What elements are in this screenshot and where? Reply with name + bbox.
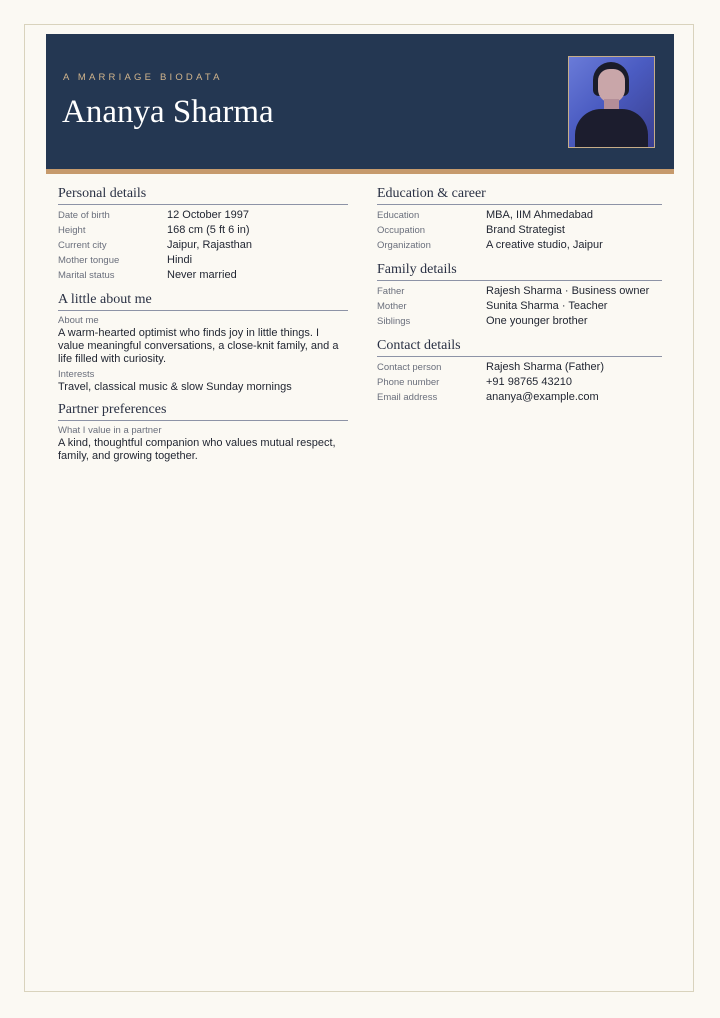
- detail-value: Brand Strategist: [486, 224, 565, 236]
- partner-text: A kind, thoughtful companion who values mutual respect, family, and growing together.: [58, 437, 336, 462]
- section-title: Contact details: [377, 338, 662, 357]
- detail-label: Contact person: [377, 362, 442, 373]
- detail-label: Siblings: [377, 316, 411, 327]
- document-eyebrow: A MARRIAGE BIODATA: [63, 72, 223, 83]
- detail-row: [58, 209, 348, 224]
- detail-label: Current city: [58, 240, 107, 251]
- profile-photo: [568, 56, 655, 148]
- detail-value: Sunita Sharma · Teacher: [486, 300, 608, 312]
- detail-value: Hindi: [167, 254, 193, 266]
- left-column: [58, 186, 348, 469]
- detail-label: Organization: [377, 240, 431, 251]
- candidate-name: Ananya Sharma: [62, 94, 274, 130]
- photo-face: [598, 69, 625, 103]
- section-title: Partner preferences: [58, 402, 348, 421]
- detail-row: [377, 209, 662, 224]
- header-accent-stripe: [46, 169, 674, 174]
- detail-value: MBA, IIM Ahmedabad: [486, 209, 593, 221]
- detail-value: One younger brother: [486, 315, 588, 327]
- detail-row: [377, 239, 662, 254]
- right-column: [377, 186, 662, 412]
- detail-label: Date of birth: [58, 210, 110, 221]
- detail-row: [377, 361, 662, 376]
- interests-label: Interests: [58, 369, 95, 380]
- personal-details-section: [58, 186, 348, 284]
- detail-value: Rajesh Sharma (Father): [486, 361, 604, 373]
- about-label: About me: [58, 315, 99, 326]
- section-title: Personal details: [58, 186, 348, 205]
- interests-text: Travel, classical music & slow Sunday mornings: [58, 381, 292, 393]
- detail-label: Marital status: [58, 270, 115, 281]
- detail-row: [377, 315, 662, 330]
- detail-row: [377, 376, 662, 391]
- detail-value: +91 98765 43210: [486, 376, 572, 388]
- family-section: [377, 262, 662, 330]
- detail-value: 168 cm (5 ft 6 in): [167, 224, 250, 236]
- detail-row: [58, 224, 348, 239]
- section-title: Family details: [377, 262, 662, 281]
- detail-value: Rajesh Sharma · Business owner: [486, 285, 650, 297]
- detail-label: Father: [377, 286, 405, 297]
- detail-label: Occupation: [377, 225, 426, 236]
- section-title: Education & career: [377, 186, 662, 205]
- contact-section: [377, 338, 662, 406]
- detail-label: Email address: [377, 392, 438, 403]
- detail-value: Jaipur, Rajasthan: [167, 239, 252, 251]
- detail-row: [377, 300, 662, 315]
- detail-row: [377, 391, 662, 406]
- detail-value: A creative studio, Jaipur: [486, 239, 603, 251]
- detail-label: Mother tongue: [58, 255, 120, 266]
- detail-value: 12 October 1997: [167, 209, 249, 221]
- partner-label: What I value in a partner: [58, 425, 162, 436]
- email-value: ananya@example.com: [486, 391, 599, 403]
- partner-preferences-section: [58, 402, 348, 463]
- detail-row: [377, 285, 662, 300]
- detail-value: Never married: [167, 269, 237, 281]
- about-section: [58, 292, 348, 394]
- detail-label: Education: [377, 210, 420, 221]
- about-text: A warm-hearted optimist who finds joy in little things. I value meaningful conversations, a close-knit family, and a life filled with curiosity.: [58, 327, 339, 365]
- photo-body: [575, 109, 648, 148]
- header-banner: [46, 34, 674, 169]
- detail-label: Height: [58, 225, 86, 236]
- detail-label: Mother: [377, 301, 407, 312]
- detail-row: [377, 224, 662, 239]
- detail-row: [58, 254, 348, 269]
- detail-row: [58, 239, 348, 254]
- education-section: [377, 186, 662, 254]
- section-title: A little about me: [58, 292, 348, 311]
- detail-label: Phone number: [377, 377, 440, 388]
- detail-row: [58, 269, 348, 284]
